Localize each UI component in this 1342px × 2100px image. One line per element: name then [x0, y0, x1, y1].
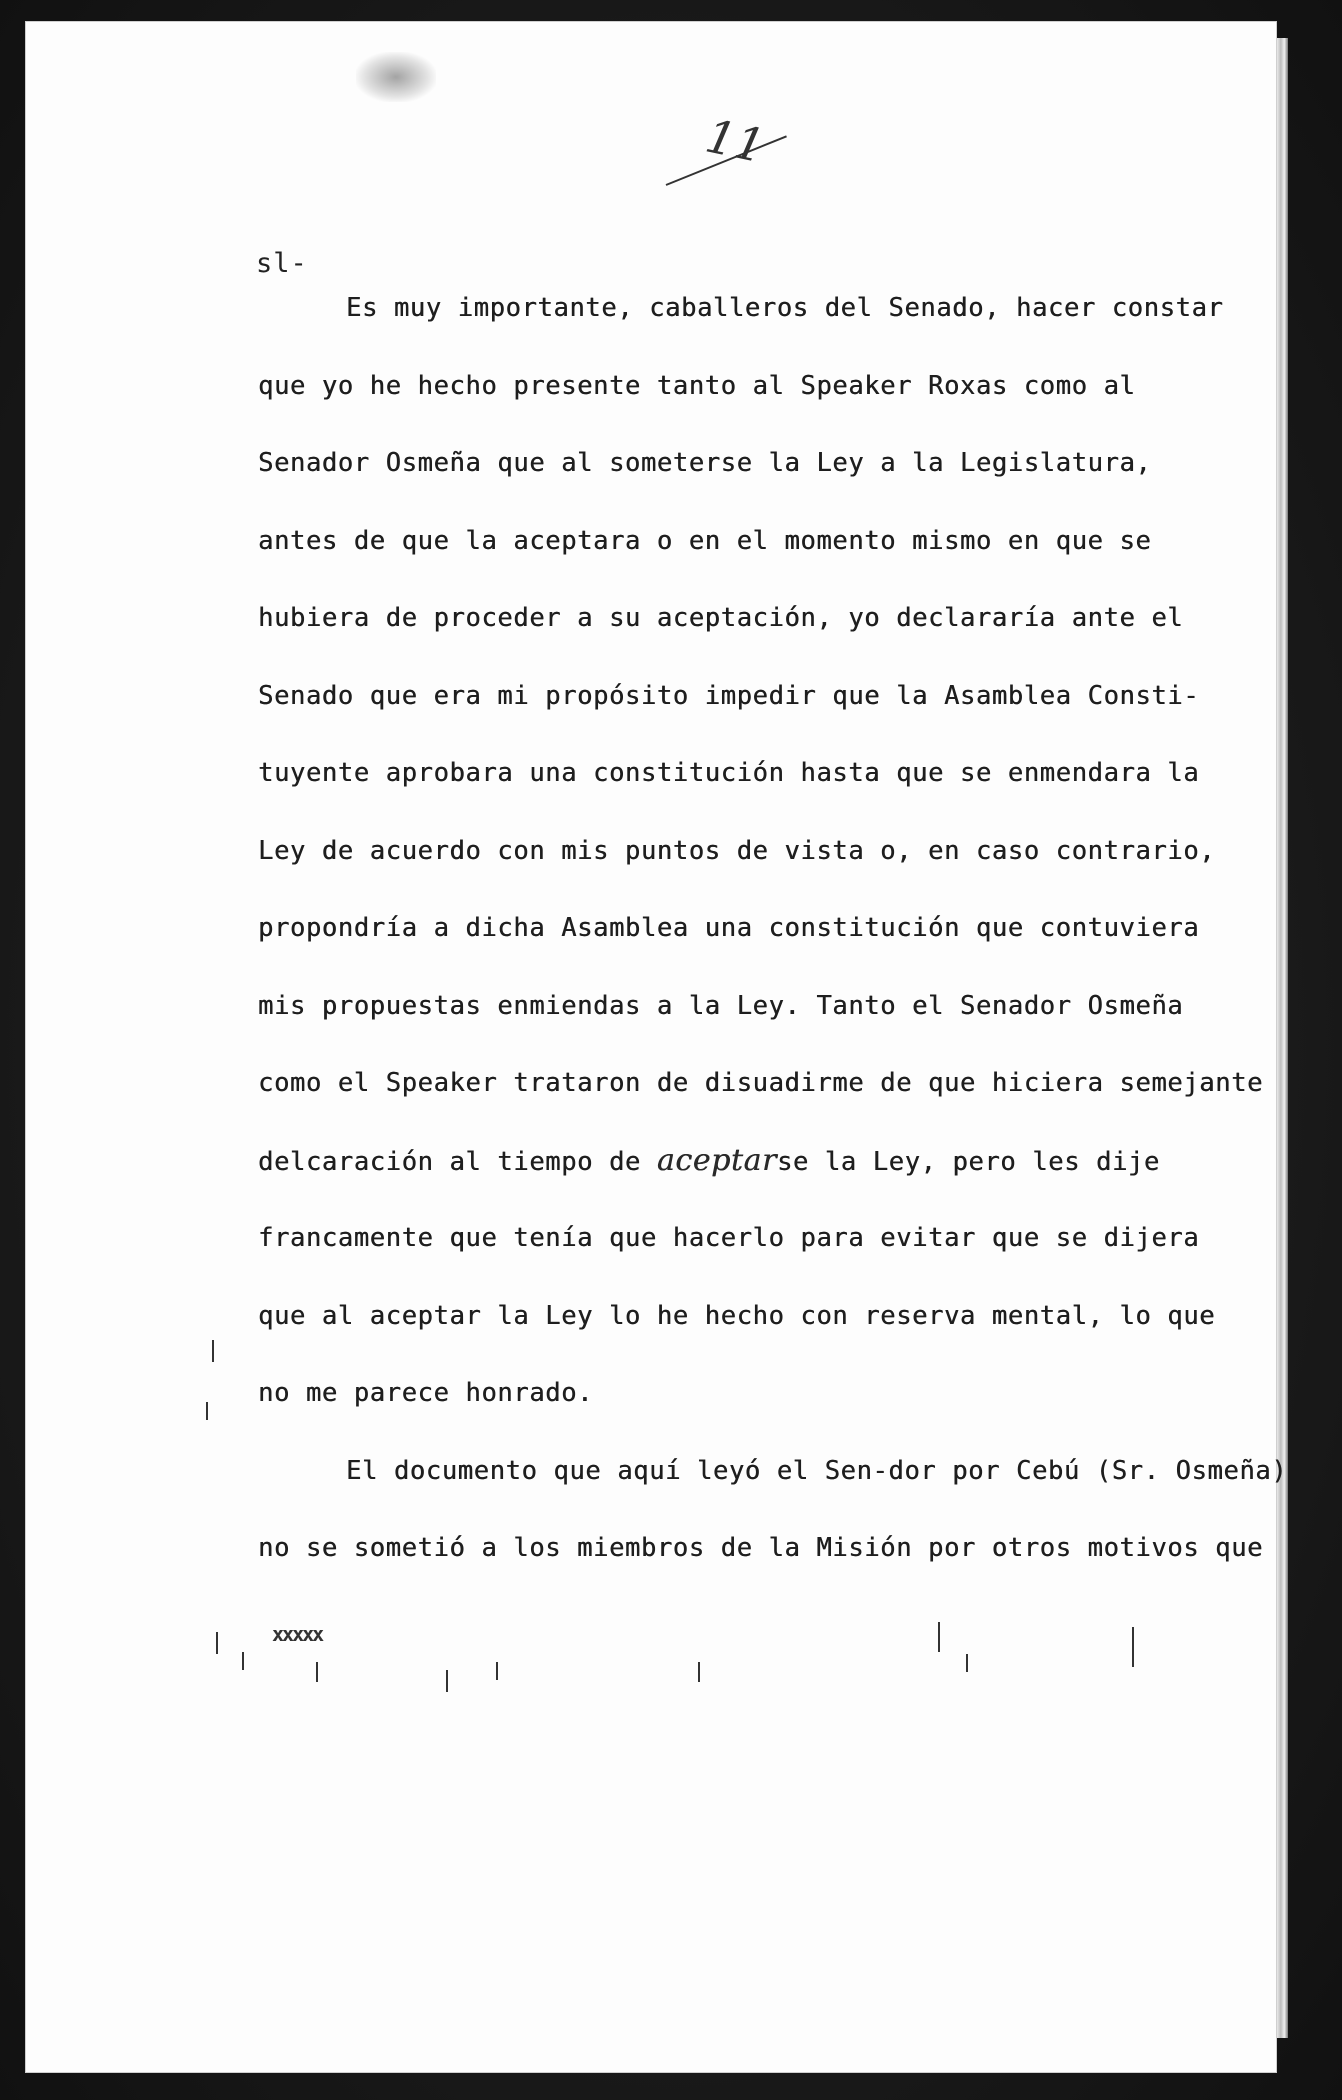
typed-text-body — [258, 288, 1288, 1606]
stray-mark — [938, 1622, 940, 1652]
margin-mark — [212, 1340, 214, 1362]
page-edge — [1276, 38, 1288, 2038]
document-page — [26, 22, 1288, 2072]
text-segment: se la Ley, pero les dije — [776, 1146, 1160, 1177]
handwritten-correction: aceptar — [656, 1142, 777, 1178]
text-line: mis propuestas enmiendas a la Ley. Tanto el Senador Osmeña — [258, 990, 1184, 1021]
reference-mark: sl- — [256, 248, 308, 279]
stray-mark — [242, 1652, 244, 1670]
stray-mark — [446, 1670, 448, 1692]
text-line: Senado que era mi propósito impedir que la Asamblea Consti- — [258, 680, 1200, 711]
text-line: hubiera de proceder a su aceptación, yo declararía ante el — [258, 603, 1184, 633]
stray-mark — [216, 1632, 218, 1654]
ink-smudge — [356, 52, 436, 102]
text-line: que al aceptar la Ley lo he hecho con reserva mental, lo que — [258, 1300, 1216, 1331]
text-line: como el Speaker trataron de disuadirme de que hiciera semejante — [258, 1068, 1263, 1098]
text-line: tuyente aprobara una constitución hasta que se enmendara la — [258, 758, 1200, 788]
margin-mark — [206, 1402, 208, 1420]
text-line: antes de que la aceptara o en el momento mismo en que se — [258, 525, 1152, 556]
text-line: no se sometió a los miembros de la Misión por otros motivos que — [258, 1533, 1263, 1563]
stray-mark — [698, 1662, 700, 1682]
text-line: propondría a dicha Asamblea una constitución que contuviera — [258, 913, 1200, 943]
text-line: francamente que tenía que hacerlo para evitar que se dijera — [258, 1223, 1200, 1253]
text-line-with-handwriting — [258, 1141, 1218, 1219]
text-line: que yo he hecho presente tanto al Speaker Roxas como al — [258, 370, 1136, 401]
text-line: El documento que aquí leyó el Sen-dor por Cebú (Sr. Osmeña) — [346, 1455, 1288, 1486]
struck-footer-mark: xxxxx — [272, 1622, 323, 1646]
text-line: Ley de acuerdo con mis puntos de vista o, en caso contrario, — [258, 835, 1216, 866]
stray-mark — [1132, 1627, 1134, 1667]
text-segment: delcaración al tiempo de — [258, 1146, 641, 1177]
stray-mark — [316, 1662, 318, 1682]
page-number: 11 — [701, 108, 770, 174]
stray-mark — [496, 1662, 498, 1680]
text-line: Es muy importante, caballeros del Senado, hacer constar — [346, 293, 1224, 323]
text-line: no me parece honrado. — [258, 1378, 593, 1408]
stray-mark — [966, 1654, 968, 1672]
text-line: Senador Osmeña que al someterse la Ley a la Legislatura, — [258, 448, 1152, 478]
